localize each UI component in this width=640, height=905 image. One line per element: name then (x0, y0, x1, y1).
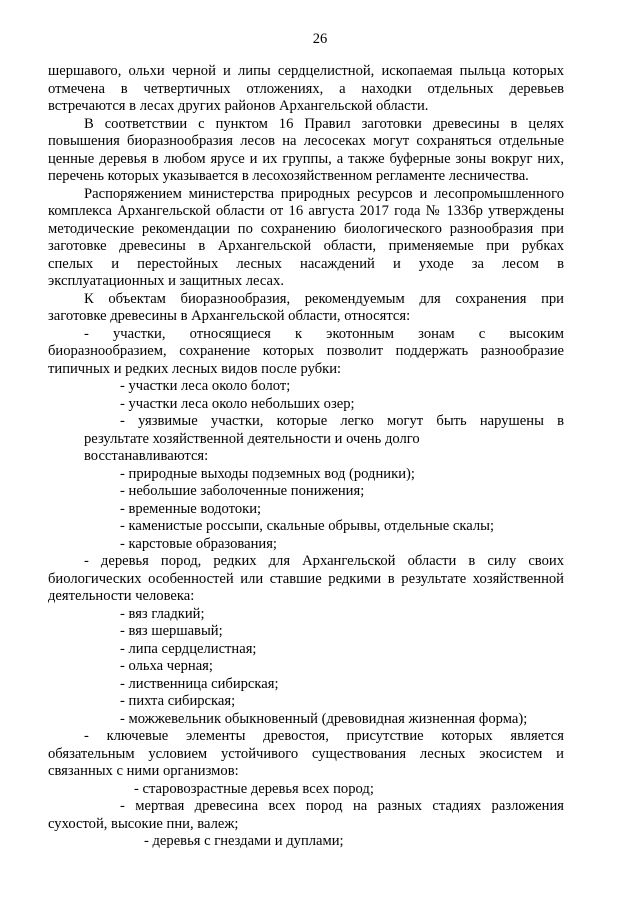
text-line: эксплуатационных и защитных лесах. (48, 273, 284, 289)
text-line: обязательным условием устойчивого существования лесных экосистем и (48, 745, 564, 762)
text-line: - участки леса около небольших озер; (120, 395, 355, 412)
document-body (48, 63, 564, 851)
text-line: - каменистые россыпи, скальные обрывы, отдельные скалы; (120, 518, 495, 534)
text-line: - пихта сибирская; (120, 693, 236, 709)
text-line: - деревья пород, редких для Архангельской области в силу своих (84, 553, 564, 569)
text-line: повышения биоразнообразия лесов на лесосеках могут сохраняться отдельные (48, 133, 564, 149)
text-line: В соответствии с пунктом 16 Правил заготовки древесины в целях (84, 115, 564, 132)
text-line: - небольшие заболоченные понижения; (120, 483, 365, 499)
text-line: деятельности человека: (48, 588, 195, 604)
text-line: - ключевые элементы древостоя, присутствие которых является (84, 728, 564, 744)
text-line: перечень которых указывается в лесохозяйственном регламенте лесничества. (48, 168, 529, 184)
text-line: - вяз шершавый; (120, 623, 223, 639)
page-number: 26 (312, 31, 328, 47)
text-line: - ольха черная; (120, 658, 213, 674)
text-line: заготовке древесины в Архангельской области, применяемые при рубках (48, 238, 564, 254)
text-line: К объектам биоразнообразия, рекомендуемым для сохранения при (84, 290, 564, 307)
text-line: - мертвая древесина всех пород на разных стадиях разложения (120, 798, 564, 814)
text-line: биологических особенностей или ставшие редкими в результате хозяйственной (48, 570, 564, 587)
text-line: спелых и перестойных лесных насаждений и уходе за лесом в (48, 255, 564, 272)
text-line: методические рекомендации по сохранению биологического разнообразия при (48, 220, 564, 237)
text-line: заготовке древесины в Архангельской области, относятся: (48, 308, 411, 324)
text-line: - старовозрастные деревья всех пород; (134, 780, 374, 797)
text-line: встречаются в лесах других районов Архангельской области. (48, 98, 429, 114)
text-line: - природные выходы подземных вод (родники); (120, 465, 415, 482)
text-line: Распоряжением министерства природных ресурсов и лесопромышленного (84, 185, 564, 202)
text-line: - деревья с гнездами и дуплами; (144, 833, 344, 849)
text-line: комплекса Архангельской области от 16 августа 2017 года № 1336р утверждены (48, 203, 564, 219)
text-line: - липа сердцелистная; (120, 640, 257, 657)
text-line: - лиственница сибирская; (120, 675, 279, 692)
text-line: ценные деревья в любом ярусе и их группы, а также буферные зоны вокруг них, (48, 150, 564, 167)
text-line: - уязвимые участки, которые легко могут быть нарушены в (120, 413, 564, 429)
text-line: результате хозяйственной деятельности и очень долго (84, 430, 420, 447)
text-line: восстанавливаются: (84, 448, 209, 464)
text-line: биоразнообразием, сохранение которых позволит поддержать разнообразие (48, 343, 564, 359)
text-line: - карстовые образования; (120, 535, 277, 552)
text-line: сухостой, высокие пни, валеж; (48, 815, 239, 832)
text-line: связанных с ними организмов: (48, 763, 239, 779)
text-line: - участки леса около болот; (120, 378, 291, 394)
text-line: - можжевельник обыкновенный (древовидная жизненная форма); (120, 710, 528, 727)
text-line: - участки, относящиеся к экотонным зонам с высоким (84, 325, 564, 342)
text-line: отмечена в четвертичных отложениях, а находки отдельных деревьев (48, 80, 564, 97)
text-line: - вяз гладкий; (120, 605, 205, 622)
text-line: типичных и редких лесных видов после рубки: (48, 360, 342, 377)
text-line: - временные водотоки; (120, 500, 262, 517)
text-line: шершавого, ольхи черной и липы сердцелистной, ископаемая пыльца которых (48, 63, 564, 79)
